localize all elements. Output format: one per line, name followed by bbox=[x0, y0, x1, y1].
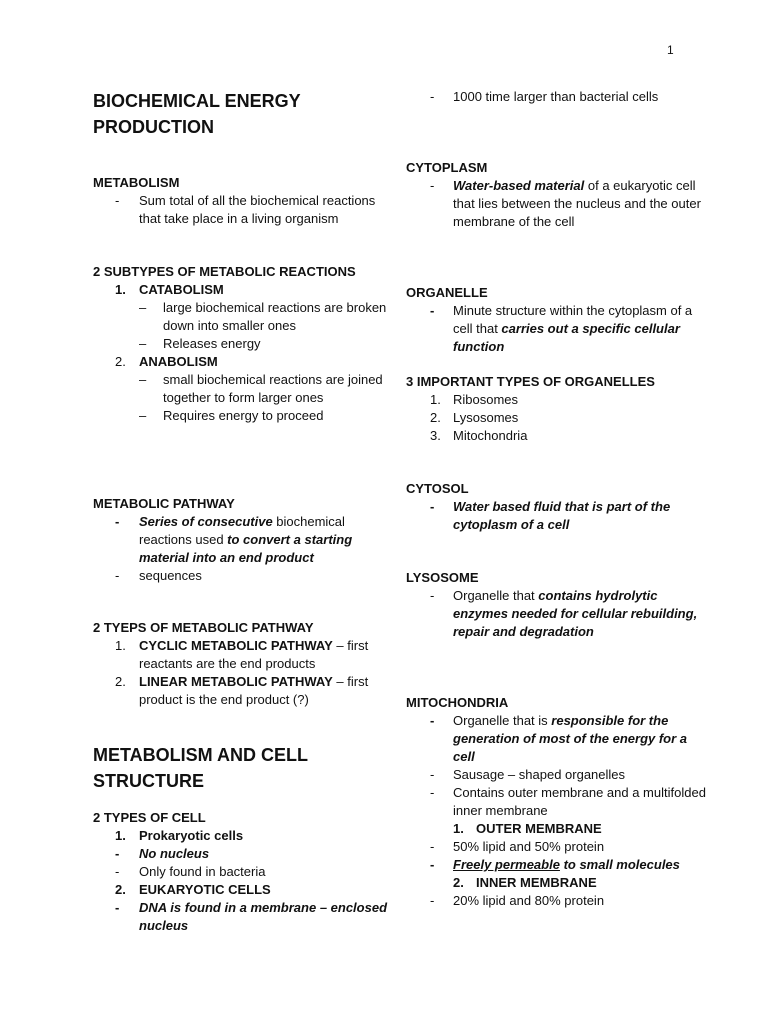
list-item-cyclic: 1. CYCLIC METABOLIC PATHWAY – first reactants are the end products bbox=[115, 638, 369, 671]
heading-organelle-types: 3 IMPORTANT TYPES OF ORGANELLES bbox=[406, 374, 655, 389]
list-item-inner-membrane: 2. INNER MEMBRANE bbox=[453, 875, 597, 890]
list-item: - Organelle that contains hydrolytic enzymes needed for cellular rebuilding, repair and degradation bbox=[430, 588, 698, 639]
page-number: 1 bbox=[667, 43, 674, 57]
list-item-prokaryotic: 1. Prokaryotic cells bbox=[115, 828, 244, 843]
section-metabolic-pathway bbox=[93, 495, 393, 585]
heading-cytosol: CYTOSOL bbox=[406, 481, 469, 496]
section-title-cell-structure: METABOLISM AND CELL STRUCTURE bbox=[93, 745, 308, 791]
section-lysosome bbox=[406, 569, 706, 641]
list-item: - Sausage – shaped organelles bbox=[430, 767, 626, 782]
heading-subtypes: 2 SUBTYPES OF METABOLIC REACTIONS bbox=[93, 264, 356, 279]
heading-cytoplasm: CYTOPLASM bbox=[406, 160, 488, 175]
section-continued bbox=[406, 88, 706, 106]
section-cytoplasm bbox=[406, 159, 706, 231]
document-title: BIOCHEMICAL ENERGY PRODUCTION bbox=[93, 91, 301, 137]
list-item: – Releases energy bbox=[139, 336, 261, 351]
heading-metabolic-pathway: METABOLIC PATHWAY bbox=[93, 496, 235, 511]
heading-lysosome: LYSOSOME bbox=[406, 570, 479, 585]
list-item-outer-membrane: 1. OUTER MEMBRANE bbox=[453, 821, 602, 836]
list-item-eukaryotic: 2. EUKARYOTIC CELLS bbox=[115, 882, 271, 897]
list-item-catabolism: 1. CATABOLISM bbox=[115, 282, 224, 297]
list-item: - 20% lipid and 80% protein bbox=[430, 893, 605, 908]
heading-metabolism: METABOLISM bbox=[93, 175, 180, 190]
list-item: - Water-based material of a eukaryotic cell that lies between the nucleus and the outer membrane of the cell bbox=[430, 178, 701, 229]
heading-pathway-types: 2 TYEPS OF METABOLIC PATHWAY bbox=[93, 620, 314, 635]
list-item: – Requires energy to proceed bbox=[139, 408, 324, 423]
list-item: - Organelle that is responsible for the generation of most of the energy for a cell bbox=[430, 713, 688, 764]
list-item: - 1000 time larger than bacterial cells bbox=[430, 89, 659, 104]
section-mitochondria bbox=[406, 694, 706, 910]
section-subtypes bbox=[93, 263, 393, 425]
list-item-linear: 2. LINEAR METABOLIC PATHWAY – first product is the end product (?) bbox=[115, 674, 369, 707]
section-cell-types bbox=[93, 809, 393, 935]
list-item: 1. Ribosomes bbox=[430, 392, 519, 407]
list-item: - Series of consecutive biochemical reactions used to convert a starting material into an end product bbox=[115, 514, 353, 565]
list-item: 2. Lysosomes bbox=[430, 410, 519, 425]
list-item: - No nucleus bbox=[115, 846, 210, 861]
section-cytosol bbox=[406, 480, 706, 534]
heading-organelle: ORGANELLE bbox=[406, 285, 488, 300]
section-organelle bbox=[406, 284, 706, 356]
list-item-anabolism: 2. ANABOLISM bbox=[115, 354, 218, 369]
section-pathway-types bbox=[93, 619, 393, 709]
list-item: - Freely permeable to small molecules bbox=[430, 857, 680, 872]
list-item: - Sum total of all the biochemical reactions that take place in a living organism bbox=[115, 193, 376, 226]
dash-bullet: - bbox=[115, 193, 120, 208]
list-item: - Water based fluid that is part of the cytoplasm of a cell bbox=[430, 499, 671, 532]
list-item: - Minute structure within the cytoplasm of a cell that carries out a specific cellular function bbox=[430, 303, 693, 354]
list-item: 3. Mitochondria bbox=[430, 428, 528, 443]
heading-mitochondria: MITOCHONDRIA bbox=[406, 695, 509, 710]
section-metabolism bbox=[93, 174, 393, 228]
list-item: - Only found in bacteria bbox=[115, 864, 266, 879]
list-item: - Contains outer membrane and a multifolded inner membrane bbox=[430, 785, 706, 818]
list-item: – small biochemical reactions are joined together to form larger ones bbox=[139, 372, 383, 405]
list-item: - 50% lipid and 50% protein bbox=[430, 839, 605, 854]
heading-cell-types: 2 TYPES OF CELL bbox=[93, 810, 206, 825]
list-item: - sequences bbox=[115, 568, 202, 583]
section-organelle-types bbox=[406, 373, 706, 445]
list-item: - DNA is found in a membrane – enclosed nucleus bbox=[115, 900, 388, 933]
list-item: – large biochemical reactions are broken down into smaller ones bbox=[139, 300, 387, 333]
